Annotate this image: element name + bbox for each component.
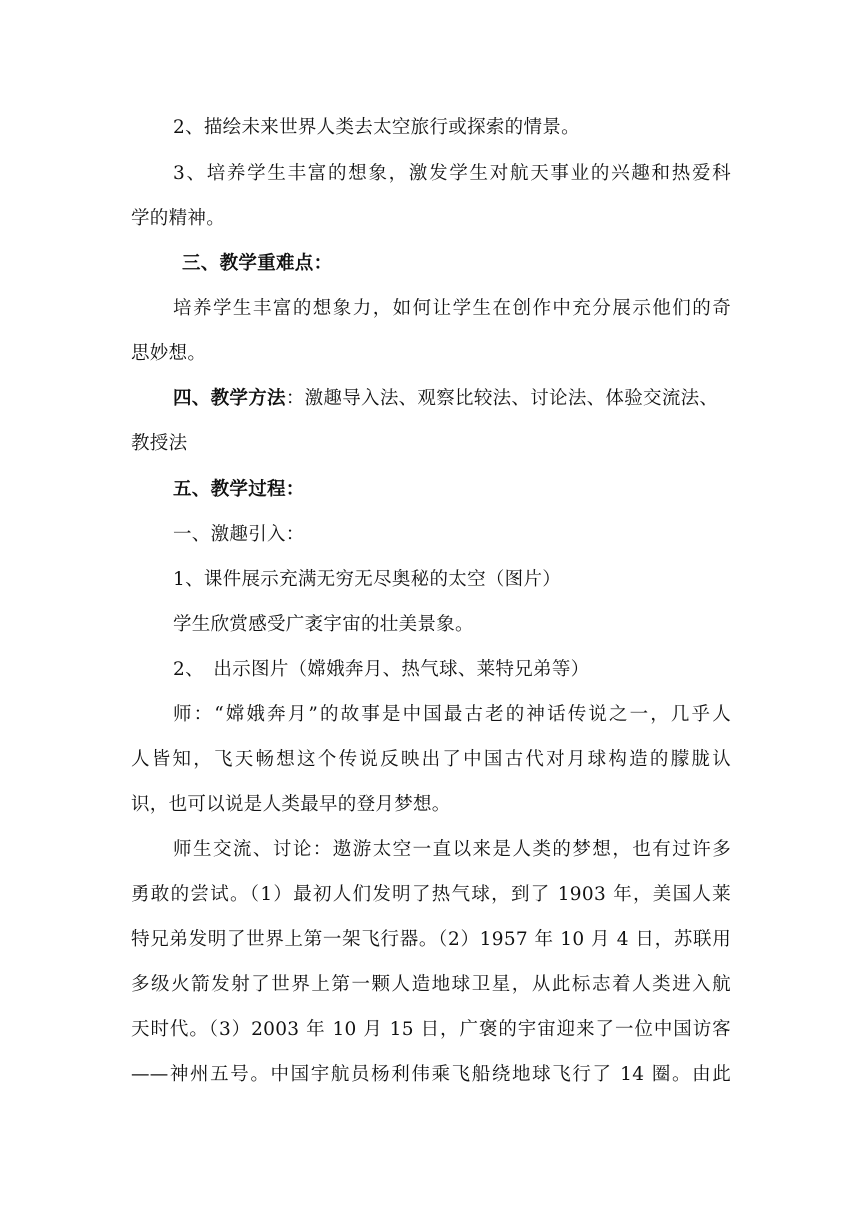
objective-3-line-2: 学的精神。 [131,208,226,229]
discussion-line-5: 天时代。（3）2003 年 10 月 15 日，广褒的宇宙迎来了一位中国访客 [131,1019,731,1040]
discussion-line-2: 勇敢的尝试。（1）最初人们发明了热气球，到了 1903 年，美国人莱 [131,884,731,905]
discussion-line-1: 师生交流、讨论：遨游太空一直以来是人类的梦想，也有过许多 [173,839,731,860]
section-5-heading: 五、教学过程： [173,479,305,500]
teacher-line-2: 人皆知，飞天畅想这个传说反映出了中国古代对月球构造的朦胧认 [131,749,731,770]
step-1: 一、激趣引入： [173,524,305,545]
item-1-note: 学生欣赏感受广袤宇宙的壮美景象。 [173,614,474,635]
section-4-line-1 [173,387,731,411]
objective-2: 2、描绘未来世界人类去太空旅行或探索的情景。 [173,117,580,138]
discussion-line-3: 特兄弟发明了世界上第一架飞行器。（2）1957 年 10 月 4 日，苏联用 [131,929,731,950]
section-3-line-2: 思妙想。 [131,343,207,364]
teacher-line-1: 师：“嫦娥奔月”的故事是中国最古老的神话传说之一，几乎人 [173,704,731,725]
section-4-label: 四、教学方法 [173,388,286,409]
objective-3-line-1: 3、培养学生丰富的想象，激发学生对航天事业的兴趣和热爱科 [173,163,731,184]
section-3-heading: 三、教学重难点： [182,253,333,274]
discussion-line-4: 多级火箭发射了世界上第一颗人造地球卫星，从此标志着人类进入航 [131,974,731,995]
item-1: 1、课件展示充满无穷无尽奥秘的太空（图片） [173,569,562,590]
teacher-line-3: 识，也可以说是人类最早的登月梦想。 [131,794,451,815]
section-4-text: ：激趣导入法、观察比较法、讨论法、体验交流法、 [285,388,719,409]
item-2: 2、 出示图片（嫦娥奔月、热气球、莱特兄弟等） [173,659,590,680]
section-4-line-2: 教授法 [131,433,188,454]
discussion-line-6: ——神州五号。中国宇航员杨利伟乘飞船绕地球飞行了 14 圈。由此 [131,1064,731,1085]
section-3-line-1: 培养学生丰富的想象力，如何让学生在创作中充分展示他们的奇 [173,298,731,319]
